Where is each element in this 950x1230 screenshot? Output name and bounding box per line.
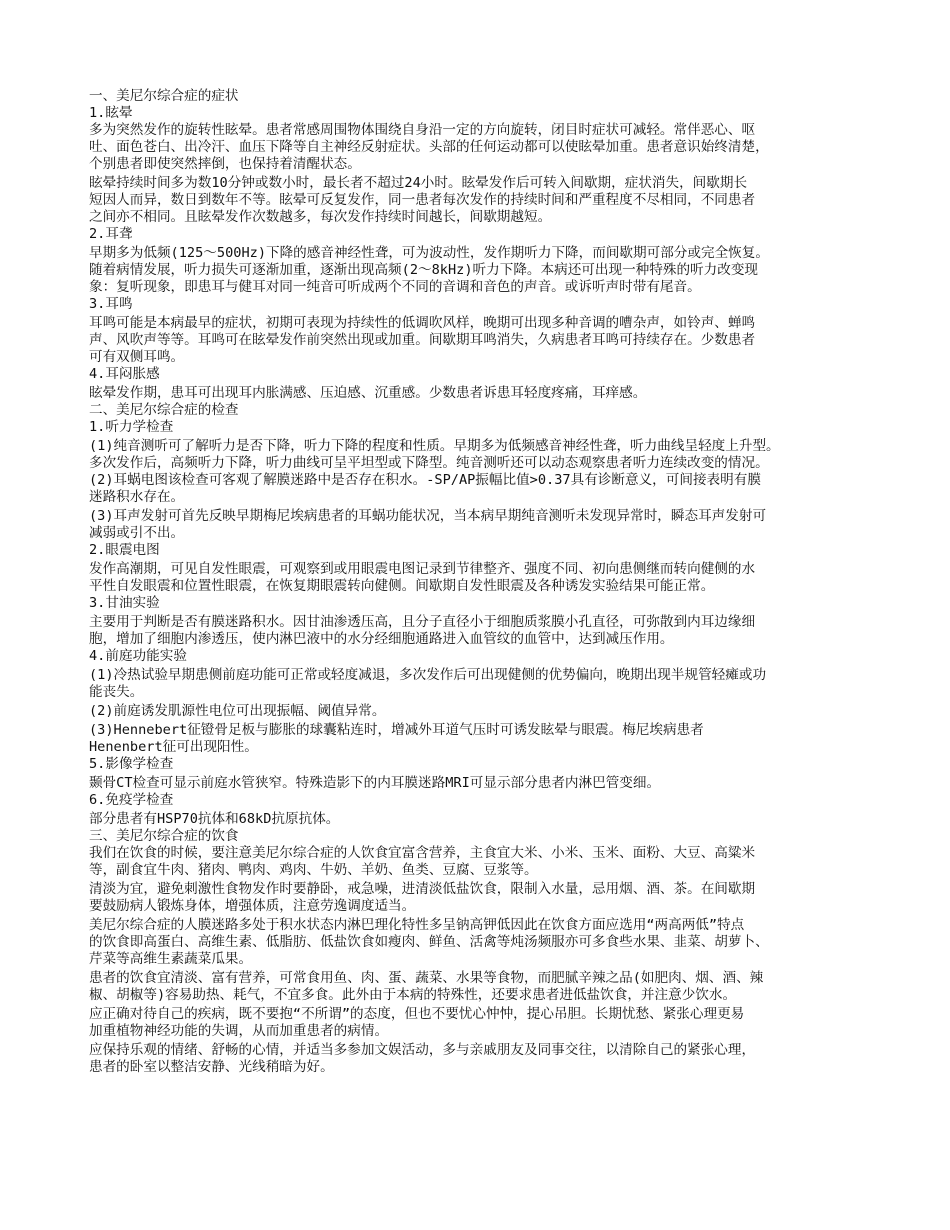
text-line: 部分患者有HSP70抗体和68kD抗原抗体。: [89, 811, 340, 827]
text-line: 随着病情发展，听力损失可逐渐加重，逐渐出现高频(2～8kHz)听力下降。本病还可出现一种特殊的听力改变现: [89, 262, 759, 278]
text-line: (2)前庭诱发肌源性电位可出现振幅、阈值异常。: [89, 703, 386, 719]
subheading-audiology: 1.听力学检查: [89, 419, 174, 435]
subheading-vestibular-test: 4.前庭功能实验: [89, 648, 187, 664]
text-line: 等，副食宜牛肉、猪肉、鸭肉、鸡肉、牛奶、羊奶、鱼类、豆腐、豆浆等。: [89, 862, 538, 878]
text-line: 短因人而异，数日到数年不等。眩晕可反复发作，同一患者每次发作的持续时间和严重程度不尽相同，不同患者: [89, 192, 756, 208]
text-line: 颞骨CT检查可显示前庭水管狭窄。特殊造影下的内耳膜迷路MRI可显示部分患者内淋巴管变细。: [89, 775, 661, 791]
subheading-glycerol-test: 3.甘油实验: [89, 595, 160, 611]
text-line: 平性自发眼震和位置性眼震，在恢复期眼震转向健侧。间歇期自发性眼震及各种诱发实验结果可能正常。: [89, 578, 715, 594]
subheading-ear-fullness: 4.耳闷胀感: [89, 366, 160, 382]
text-line: 患者的卧室以整洁安静、光线稍暗为好。: [89, 1059, 334, 1075]
text-line: 可有双侧耳鸣。: [89, 349, 185, 365]
text-line: 眩晕持续时间多为数10分钟或数小时，最长者不超过24小时。眩晕发作后可转入间歇期，症状消失，间歇期长: [89, 175, 748, 191]
subheading-eng: 2.眼震电图: [89, 542, 160, 558]
text-line: 我们在饮食的时候，要注意美尼尔综合症的人饮食宜富含营养，主食宜大米、小米、玉米、面粉、大豆、高粱米: [89, 845, 756, 861]
subheading-vertigo: 1.眩晕: [89, 105, 133, 121]
text-line: 应保持乐观的情绪、舒畅的心情，并适当多参加文娱活动，多与亲戚朋友及同事交往，以清除自己的紧张心理，: [89, 1042, 756, 1058]
text-line: 之间亦不相同。且眩晕发作次数越多，每次发作持续时间越长，间歇期越短。: [89, 209, 552, 225]
subheading-tinnitus: 3.耳鸣: [89, 296, 133, 312]
text-line: (1)纯音测听可了解听力是否下降，听力下降的程度和性质。早期多为低频感音神经性聋，听力曲线呈轻度上升型。: [89, 438, 780, 454]
text-line: 芹菜等高维生素蔬菜瓜果。: [89, 951, 253, 967]
section-heading-symptoms: 一、美尼尔综合症的症状: [89, 88, 239, 104]
subheading-imaging: 5.影像学检查: [89, 756, 174, 772]
text-line: 胞，增加了细胞内渗透压，使内淋巴液中的水分经细胞通路进入血管纹的血管中，达到减压作用。: [89, 631, 674, 647]
text-line: 眩晕发作期，患耳可出现耳内胀满感、压迫感、沉重感。少数患者诉患耳轻度疼痛，耳痒感。: [89, 385, 647, 401]
section-heading-examination: 二、美尼尔综合症的检查: [89, 402, 239, 418]
text-line: (2)耳蜗电图该检查可客观了解膜迷路中是否存在积水。-SP/AP振幅比值>0.37具有诊断意义，可间接表明有膜: [89, 472, 761, 488]
text-line: 能丧失。: [89, 684, 144, 700]
text-line: 清淡为宜，避免刺激性食物发作时要静卧，戒急噪，进清淡低盐饮食，限制入水量，忌用烟、酒、茶。在间歇期: [89, 881, 756, 897]
subheading-deafness: 2.耳聋: [89, 226, 133, 242]
text-line: 早期多为低频(125～500Hz)下降的感音神经性聋，可为波动性，发作期听力下降，而间歇期可部分或完全恢复。: [89, 245, 769, 261]
document-body: [89, 88, 889, 1076]
text-line: (3)耳声发射可首先反映早期梅尼埃病患者的耳蜗功能状况，当本病早期纯音测听未发现异常时，瞬态耳声发射可: [89, 508, 767, 524]
text-line: 要鼓励病人锻炼身体，增强体质，注意劳逸调度适当。: [89, 898, 416, 914]
text-line: (1)冷热试验早期患侧前庭功能可正常或轻度减退，多次发作后可出现健侧的优势偏向，晚期出现半规管轻瘫或功: [89, 667, 767, 683]
text-line: (3)Hennebert征镫骨足板与膨胀的球囊粘连时，增减外耳道气压时可诱发眩晕与眼震。梅尼埃病患者: [89, 722, 704, 738]
text-line: 美尼尔综合症的人膜迷路多处于积水状态内淋巴理化特性多呈钠高钾低因此在饮食方面应选用“两高两低”特点: [89, 917, 745, 933]
text-line: 吐、面色苍白、出冷汗、血压下降等自主神经反射症状。头部的任何运动都可以使眩晕加重。患者意识始终清楚，: [89, 139, 769, 155]
text-line: 多次发作后，高频听力下降，听力曲线可呈平坦型或下降型。纯音测听还可以动态观察患者听力连续改变的情况。: [89, 455, 769, 471]
text-line: 声、风吹声等等。耳鸣可在眩晕发作前突然出现或加重。间歇期耳鸣消失，久病患者耳鸣可持续存在。少数患者: [89, 332, 756, 348]
text-line: 个别患者即使突然摔倒，也保持着清醒状态。: [89, 156, 361, 172]
section-heading-diet: 三、美尼尔综合症的饮食: [89, 828, 239, 844]
text-line: 迷路积水存在。: [89, 489, 185, 505]
text-line: 耳鸣可能是本病最早的症状，初期可表现为持续性的低调吹风样，晚期可出现多种音调的嘈杂声，如铃声、蝉鸣: [89, 315, 756, 331]
subheading-immunology: 6.免疫学检查: [89, 792, 174, 808]
text-line: 椒、胡椒等)容易助热、耗气，不宜多食。此外由于本病的特殊性，还要求患者进低盐饮食，并注意少饮水。: [89, 987, 737, 1003]
text-line: 发作高潮期，可见自发性眼震，可观察到或用眼震电图记录到节律整齐、强度不同、初向患侧继而转向健侧的水: [89, 561, 756, 577]
text-line: 加重植物神经功能的失调，从而加重患者的病情。: [89, 1023, 389, 1039]
text-line: 多为突然发作的旋转性眩晕。患者常感周围物体围绕自身沿一定的方向旋转，闭目时症状可减轻。常伴恶心、呕: [89, 122, 756, 138]
text-line: 减弱或引不出。: [89, 525, 185, 541]
text-line: 象：复听现象，即患耳与健耳对同一纯音可听成两个不同的音调和音色的声音。或诉听声时带有尾音。: [89, 279, 701, 295]
text-line: Henenbert征可出现阳性。: [89, 739, 258, 755]
text-line: 应正确对待自己的疾病，既不要抱“不所谓”的态度，但也不要忧心忡忡，提心吊胆。长期忧愁、紧张心理更易: [89, 1006, 745, 1022]
text-line: 患者的饮食宜清淡、富有营养，可常食用鱼、肉、蛋、蔬菜、水果等食物，而肥腻辛辣之品(如肥肉、烟、酒、辣: [89, 970, 764, 986]
text-line: 主要用于判断是否有膜迷路积水。因甘油渗透压高，且分子直径小于细胞质浆膜小孔直径，可弥散到内耳边缘细: [89, 614, 756, 630]
text-line: 的饮食即高蛋白、高维生素、低脂肪、低盐饮食如瘦肉、鲜鱼、活禽等炖汤频服亦可多食些水果、韭菜、胡萝卜、: [89, 934, 769, 950]
